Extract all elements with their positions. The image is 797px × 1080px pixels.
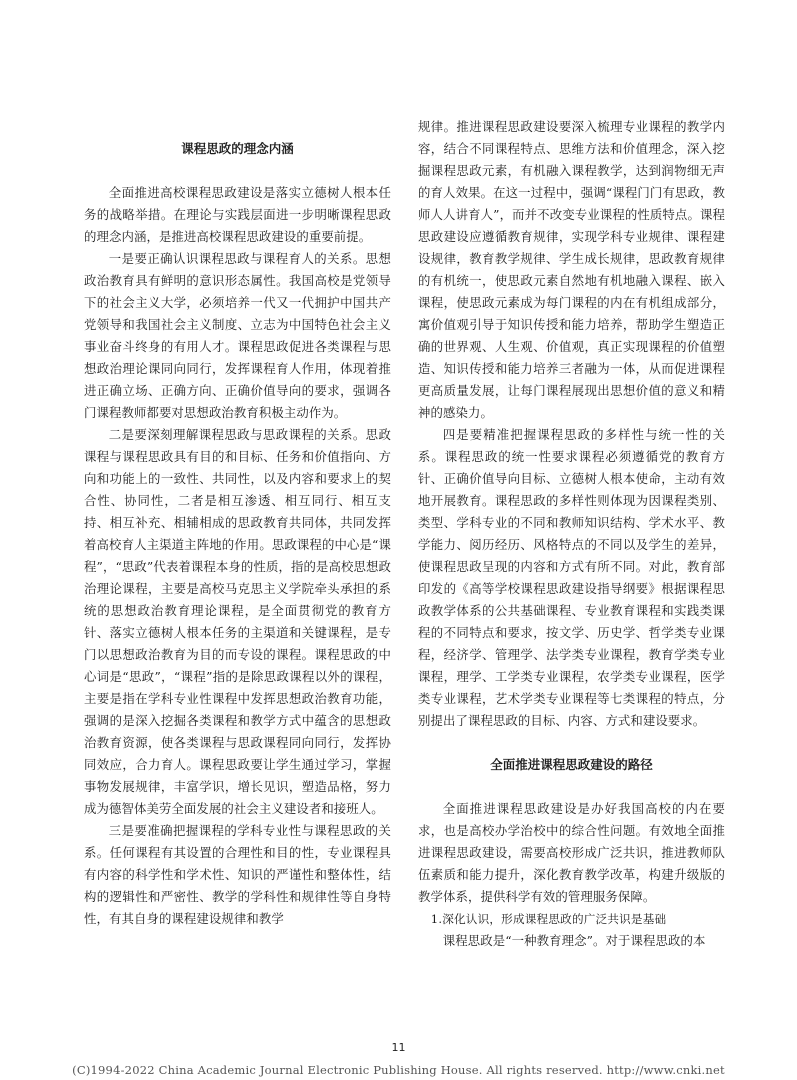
section-heading-path: 全面推进课程思政建设的路径 xyxy=(490,757,653,772)
paragraph-point-three-continued: 规律。推进课程思政建设要深入梳理专业课程的教学内容，结合不同课程特点、思维方法和价值理念，深入挖掘课程思政元素，有机融入课程教学，达到润物细无声的育人效果。在这一过程中，强调“课程门门有思政，教师人人讲育人”，而并不改变专业课程的性质特点。课程思政建设应遵循教育规律，实现学科专业规律、课程建设规律，教育教学规律、学生成长规律，思政教育规律的有机统一，使思政元素自然地有机地融入课程、嵌入课程，使思政元素成为每门课程的内在有机组成部分，寓价值观引导于知识传授和能力培养，帮助学生塑造正确的世界观、人生观、价值观，真正实现课程的价值塑造、知识传授和能力培养三者融为一体，从而促进课程更高质量发展，让每门课程展现出思想价值的意义和精神的感染力。 xyxy=(418,119,725,420)
paragraph-point-one: 一是要正确认识课程思政与课程育人的关系。思想政治教育具有鲜明的意识形态属性。我国高校是党领导下的社会主义大学，必须培养一代又一代拥护中国共产党领导和我国社会主义制度、立志为中国特色社会主义事业奋斗终身的有用人才。课程思政促进各类课程与思想政治理论课同向同行，发挥课程育人作用，体现着推进正确立场、正确方向、正确价值导向的要求，强调各门课程教师都要对思想政治教育积极主动作为。 xyxy=(84,251,391,420)
left-column xyxy=(84,116,391,930)
copyright-footer: (C)1994-2022 China Academic Journal Electronic Publishing House. All rights reserved. http://www.cnki.net xyxy=(72,1063,725,1077)
paragraph-consensus: 课程思政是“一种教育理念”。对于课程思政的本 xyxy=(442,933,706,948)
subheading-consensus: 1.深化认识，形成课程思政的广泛共识是基础 xyxy=(430,912,667,926)
page-number: 11 xyxy=(391,1041,406,1054)
paragraph-point-three: 三是要准确把握课程的学科专业性与课程思政的关系。任何课程有其设置的合理性和目的性，专业课程具有内容的科学性和学术性、知识的严谨性和整体性，结构的逻辑性和严密性、教学的学科性和规律性等自身特性，有其自身的课程建设规律和教学 xyxy=(84,823,391,926)
section-heading-concept: 课程思政的理念内涵 xyxy=(181,141,294,156)
right-column xyxy=(418,116,725,952)
paragraph-path-intro: 全面推进课程思政建设是办好我国高校的内在要求，也是高校办学治校中的综合性问题。有效地全面推进课程思政建设，需要高校形成广泛共识，推进教师队伍素质和能力提升，深化教育教学改革，构建升级版的教学体系，提供科学有效的管理服务保障。 xyxy=(418,801,725,904)
paragraph-point-two: 二是要深刻理解课程思政与思政课程的关系。思政课程与课程思政具有目的和目标、任务和价值指向、方向和功能上的一致性、共同性，以及内容和要求上的契合性、协同性，二者是相互渗透、相互同行、相互支持、相互补充、相辅相成的思政教育共同体，共同发挥着高校育人主渠道主阵地的作用。思政课程的中心是“课程”，“思政”代表着课程本身的性质，指的是高校思想政治理论课程，主要是高校马克思主义学院牵头承担的系统的思想政治教育理论课程，是全面贯彻党的教育方针、落实立德树人根本任务的主渠道和关键课程，是专门以思想政治教育为目的而专设的课程。课程思政的中心词是“思政”，“课程”指的是除思政课程以外的课程，主要是指在学科专业性课程中发挥思想政治教育功能，强调的是深入挖掘各类课程和教学方式中蕴含的思想政治教育资源，使各类课程与思政课程同向同行，发挥协同效应，合力育人。课程思政要让学生通过学习，掌握事物发展规律，丰富学识，增长见识，塑造品格，努力成为德智体美劳全面发展的社会主义建设者和接班人。 xyxy=(84,427,391,816)
paragraph-point-four: 四是要精准把握课程思政的多样性与统一性的关系。课程思政的统一性要求课程必须遵循党的教育方针、正确价值导向目标、立德树人根本使命，主动有效地开展教育。课程思政的多样性则体现为因课程类别、类型、学科专业的不同和教师知识结构、学术水平、教学能力、阅历经历、风格特点的不同以及学生的差异，使课程思政呈现的内容和方式有所不同。对此，教育部印发的《高等学校课程思政建设指导纲要》根据课程思政教学体系的公共基础课程、专业教育课程和实践类课程的不同特点和要求，按文学、历史学、哲学类专业课程，经济学、管理学、法学类专业课程，教育学类专业课程，理学、工学类专业课程，农学类专业课程，医学类专业课程，艺术学类专业课程等七类课程的特点，分别提出了课程思政的目标、内容、方式和建设要求。 xyxy=(418,427,725,728)
paragraph-intro: 全面推进高校课程思政建设是落实立德树人根本任务的战略举措。在理论与实践层面进一步明晰课程思政的理念内涵，是推进高校课程思政建设的重要前提。 xyxy=(84,185,391,244)
